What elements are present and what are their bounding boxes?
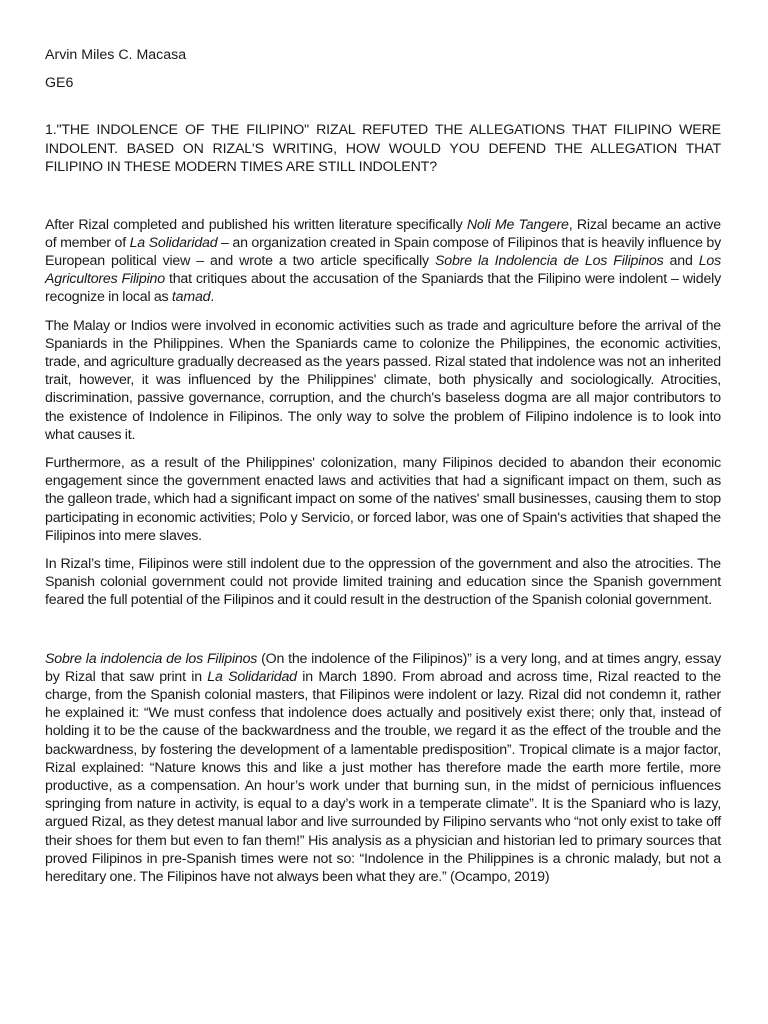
paragraph-rizal-time: [45, 555, 721, 610]
body-text: Furthermore, as a result of the Philippines' colonization, many Filipinos decided to abandon their economic engagement since the government enacted laws and activities that had a significant impact on them, such as the galleon trade, which had a significant impact on some of the natives' small businesses, causing them to stop participating in economic activities; Polo y Servicio, or forced labor, was one of Spain's activities that shaped the Filipinos into mere slaves.: [45, 454, 721, 544]
body-text: in March 1890. From abroad and across time, Rizal reacted to the charge, from the Spanish colonial masters, that Filipinos were indolent or lazy. Rizal did not condemn it, rather he explained it: “We must confess that indolence does actually and positively exist there; only that, instead of holding it to be the cause of the backwardness and the trouble, we regard it as the effect of the trouble and the backwardness, by fostering the development of a lamentable predisposition”. Tropical climate is a major factor, Rizal explained: “Nature knows this and like a just mother has therefore made the earth more fertile, more productive, as a compensation. An hour’s work under that burning sun, in the midst of pernicious influences springing from nature in activity, is equal to a day’s work in a temperate climate”. It is the Spaniard who is lazy, argued Rizal, as they detest manual labor and live surrounded by Filipino servants who “not only exist to take off their shoes for them but even to fan them!” His analysis as a physician and historian led to primary sources that proved Filipinos in pre-Spanish times were not so: “Indolence in the Philippines is a chronic malady, but not a hereditary one. The Filipinos have not always been what they are.” (Ocampo, 2019): [45, 668, 721, 885]
body-text: – an organization created in Spain compose of Filipinos that is heavily influence by European political view – and wrote a two article specifically: [45, 234, 721, 269]
paragraph-malay-indios: [45, 317, 721, 444]
body-text: After Rizal completed and published his written literature specifically: [45, 216, 467, 233]
italic-title-text: tamad: [171, 289, 211, 306]
italic-title-text: Los Agricultores Filipino: [45, 252, 721, 288]
author-name: Arvin Miles C. Macasa: [45, 47, 187, 63]
paragraph-sobre-la-indolencia: [45, 650, 721, 887]
course-code: GE6: [45, 75, 74, 91]
essay-question: 1."THE INDOLENCE OF THE FILIPINO" RIZAL REFUTED THE ALLEGATIONS THAT FILIPINO WERE INDOLENT. BASED ON RIZAL'S WRITING, HOW WOULD YOU DEFEND THE ALLEGATION THAT FILIPINO IN THESE MODERN TIMES ARE STILL INDOLENT?: [45, 122, 721, 175]
body-text: that critiques about the accusation of the Spaniards that the Filipino were indolent – widely recognize in local as: [45, 271, 721, 306]
body-text: The Malay or Indios were involved in economic activities such as trade and agriculture before the arrival of the Spaniards in the Philippines. When the Spaniards came to colonize the Philippines, the economic activities, trade, and agriculture gradually decreased as the years passed. Rizal stated that indolence was not an inherited trait, however, it was influenced by the Philippines' climate, both physically and sociologically. Atrocities, discrimination, passive governance, corruption, and the church's baseless dogma are all major contributors to the existence of Indolence in Filipinos. The only way to solve the problem of Filipino indolence is to look into what causes it.: [45, 317, 721, 443]
body-text: and: [663, 252, 699, 269]
italic-title-text: La Solidaridad: [129, 234, 218, 251]
italic-title-text: Sobre la Indolencia de Los Filipinos: [435, 252, 664, 269]
body-text: , Rizal became an active of member of: [45, 216, 721, 251]
body-text: In Rizal’s time, Filipinos were still indolent due to the oppression of the government and also the atrocities. The Spanish colonial government could not provide limited training and education since the Spanish government feared the full potential of the Filipinos and it could result in the destruction of the Spanish colonial government.: [45, 555, 721, 609]
body-text: (On the indolence of the Filipinos)” is a very long, and at times angry, essay by Rizal that saw print in: [45, 650, 721, 685]
italic-title-text: La Solidaridad: [207, 668, 297, 685]
body-text: .: [210, 289, 215, 306]
paragraph-colonization: [45, 454, 721, 545]
italic-title-text: Noli Me Tangere: [466, 216, 569, 233]
italic-title-text: Sobre la indolencia de los Filipinos: [45, 650, 258, 667]
document-page: [45, 46, 721, 896]
paragraph-intro: [45, 216, 721, 307]
